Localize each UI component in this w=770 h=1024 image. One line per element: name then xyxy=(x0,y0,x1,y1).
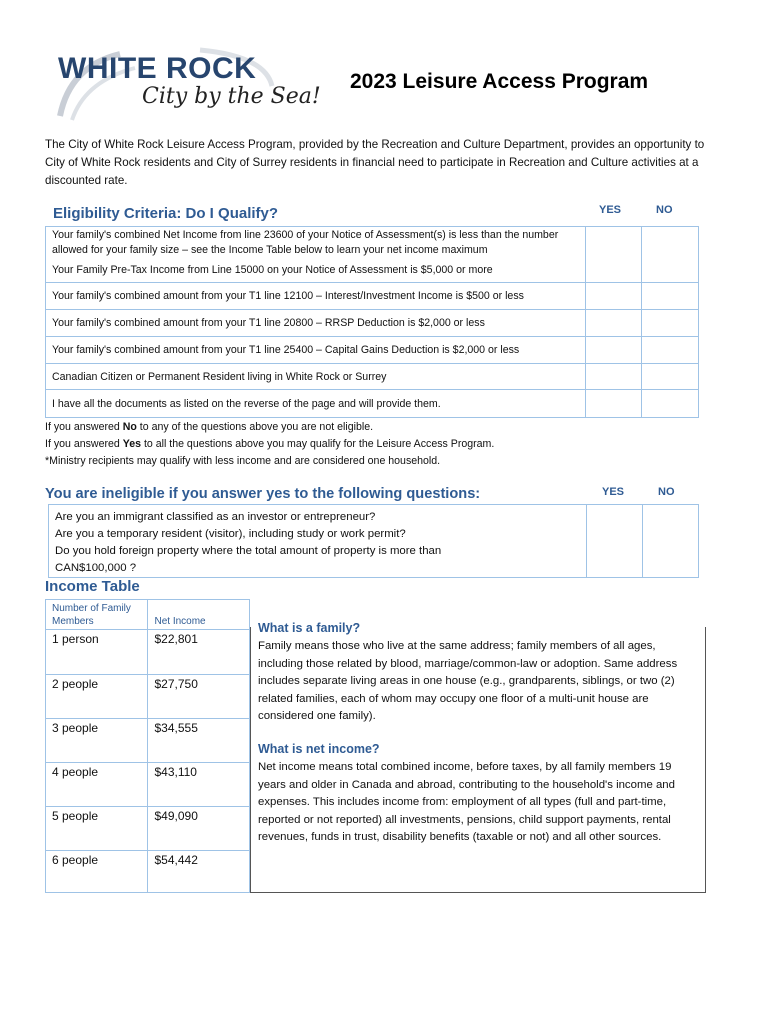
yes-checkbox[interactable] xyxy=(586,337,642,364)
family-size: 5 people xyxy=(46,807,148,851)
family-definition xyxy=(258,621,698,726)
eligibility-yes-header: YES xyxy=(599,204,622,216)
net-income-heading: What is net income? xyxy=(258,742,380,756)
criterion-text: Canadian Citizen or Permanent Resident living in White Rock or Surrey xyxy=(46,364,586,390)
intro-paragraph: The City of White Rock Leisure Access Program, provided by the Recreation and Culture Department, provides an opportunity to City of White Rock residents and City of Surrey residents in financial need to participate in Recreation and Culture activities at a discounted rate. xyxy=(45,138,705,187)
no-checkbox[interactable] xyxy=(643,505,699,578)
family-size: 1 person xyxy=(46,630,148,675)
net-income-text: Net income means total combined income, before taxes, by all family members 19 years and older in Canada and abroad, contributing to the household's income and expenses. This includes income from: employment of all types (full and part-time, reported or not reported) all investments, pensions, child support payments, rental revenues, funds in trust, disability benefits (taxable or not) and all other sources. xyxy=(258,761,675,844)
criterion-text: Your family's combined Net Income from line 23600 of your Notice of Assessment(s) is less than the number allowed for your family size – see the Income Table below to learn your net income maximum xyxy=(46,227,586,259)
family-size: 6 people xyxy=(46,851,148,893)
criterion-text: Your family's combined amount from your T1 line 12100 – Interest/Investment Income is $500 or less xyxy=(46,283,586,310)
logo-wordmark: WHITE ROCK xyxy=(58,52,257,85)
ineligible-questions xyxy=(49,505,587,578)
income-limit: $27,750 xyxy=(148,675,250,719)
note-line: If you answered Yes to all the questions above you may qualify for the Leisure Access Program. xyxy=(45,438,495,450)
criterion-text: Your family's combined amount from your T1 line 20800 – RRSP Deduction is $2,000 or less xyxy=(46,310,586,337)
eligibility-heading: Eligibility Criteria: Do I Qualify? xyxy=(53,205,279,222)
income-limit: $34,555 xyxy=(148,719,250,763)
no-checkbox[interactable] xyxy=(642,337,699,364)
eligibility-row xyxy=(46,337,699,364)
income-limit: $54,442 xyxy=(148,851,250,893)
no-checkbox[interactable] xyxy=(642,283,699,310)
yes-checkbox[interactable] xyxy=(586,227,642,283)
yes-checkbox[interactable] xyxy=(586,310,642,337)
income-row xyxy=(46,630,250,675)
yes-checkbox[interactable] xyxy=(586,283,642,310)
eligibility-row xyxy=(46,390,699,418)
family-heading: What is a family? xyxy=(258,621,361,635)
col-family-members: Number of Family Members xyxy=(46,600,148,630)
note-line: If you answered No to any of the questions above you are not eligible. xyxy=(45,421,374,433)
eligibility-notes xyxy=(45,419,494,470)
family-text: Family means those who live at the same address; family members of all ages, including those related by blood, marriage/common-law or adoption. Same address includes separate living areas in one house (e.g., grandparents, siblings, or two (2) related families, each of whom may occupy one floor of a multi-unit house are considered one family). xyxy=(258,640,678,723)
definitions-box xyxy=(250,621,706,893)
income-table-heading: Income Table xyxy=(45,578,140,595)
question-item: Do you hold foreign property where the total amount of property is more than CAN$100,000 ? xyxy=(55,545,442,574)
yes-checkbox[interactable] xyxy=(586,364,642,390)
criterion-text: Your family's combined amount from your T1 line 25400 – Capital Gains Deduction is $2,000 or less xyxy=(46,337,586,364)
net-income-definition xyxy=(258,742,698,847)
logo-tagline: City by the Sea! xyxy=(142,84,321,109)
eligibility-table xyxy=(45,226,699,418)
criterion-text: I have all the documents as listed on the reverse of the page and will provide them. xyxy=(46,390,586,418)
question-item: Are you an immigrant classified as an investor or entrepreneur? xyxy=(55,511,376,523)
eligibility-no-header: NO xyxy=(656,204,673,216)
col-net-income: Net Income xyxy=(148,600,250,630)
question-item: Are you a temporary resident (visitor), including study or work permit? xyxy=(55,528,406,540)
income-row xyxy=(46,675,250,719)
ineligible-row xyxy=(49,505,699,578)
criterion-text: Your Family Pre-Tax Income from Line 15000 on your Notice of Assessment is $5,000 or more xyxy=(46,259,586,283)
no-checkbox[interactable] xyxy=(642,364,699,390)
no-checkbox[interactable] xyxy=(642,310,699,337)
page-title: 2023 Leisure Access Program xyxy=(350,70,649,93)
income-limit: $43,110 xyxy=(148,763,250,807)
income-table-header xyxy=(46,600,250,630)
no-checkbox[interactable] xyxy=(642,227,699,283)
ineligible-yes-header: YES xyxy=(602,486,625,498)
eligibility-row xyxy=(46,227,699,259)
income-row xyxy=(46,851,250,893)
family-size: 4 people xyxy=(46,763,148,807)
ineligible-heading: You are ineligible if you answer yes to the following questions: xyxy=(45,486,481,502)
ineligible-table xyxy=(48,504,699,578)
income-table xyxy=(45,599,250,893)
income-limit: $49,090 xyxy=(148,807,250,851)
income-row xyxy=(46,719,250,763)
eligibility-row xyxy=(46,283,699,310)
family-size: 3 people xyxy=(46,719,148,763)
eligibility-row xyxy=(46,364,699,390)
eligibility-row xyxy=(46,310,699,337)
yes-checkbox[interactable] xyxy=(586,390,642,418)
family-size: 2 people xyxy=(46,675,148,719)
yes-checkbox[interactable] xyxy=(587,505,643,578)
note-line: *Ministry recipients may qualify with less income and are considered one household. xyxy=(45,455,441,467)
ineligible-no-header: NO xyxy=(658,486,675,498)
no-checkbox[interactable] xyxy=(642,390,699,418)
income-limit: $22,801 xyxy=(148,630,250,675)
income-row xyxy=(46,807,250,851)
city-logo xyxy=(50,46,321,126)
income-row xyxy=(46,763,250,807)
